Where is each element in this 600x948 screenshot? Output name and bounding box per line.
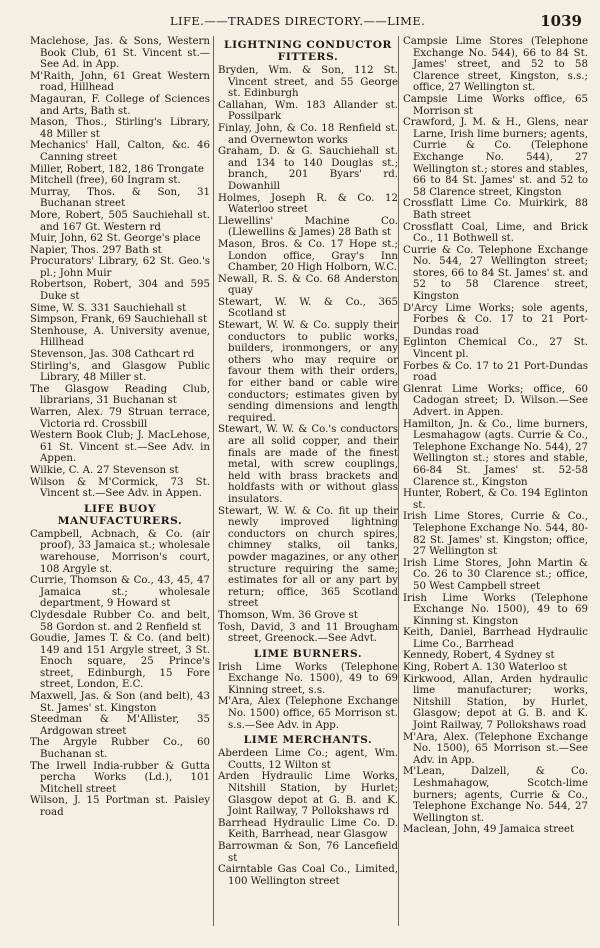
page-number: 1039 bbox=[540, 12, 582, 30]
directory-entry: M'Ara, Alex. (Telephone Exchange No. 1500), 65 Morrison st.—See Adv. in App. bbox=[403, 731, 588, 766]
directory-entry: The Argyle Rubber Co., 60 Buchanan st. bbox=[30, 737, 210, 761]
directory-entry: Mason, Bros. & Co. 17 Hope st.; London office, Gray's Inn Chamber, 20 High Holborn, W.C. bbox=[218, 238, 398, 274]
directory-entry: Stewart, W. W. & Co. supply their conductors to public works, builders, ironmongers, or any others who may require or favour them with their orders, for either band or cable wire conductors; estimates given by sending dimensions and length required. bbox=[218, 320, 398, 424]
directory-entry: Hunter, Robert, & Co. 194 Eglinton st. bbox=[403, 488, 588, 511]
directory-entry: Wilson & M'Cormick, 73 St. Vincent st.—See Adv. in Appen. bbox=[30, 476, 210, 500]
directory-entry: Mechanics' Hall, Calton, &c. 46 Canning street bbox=[30, 140, 210, 163]
directory-entry: Campsie Lime Works office, 65 Morrison st bbox=[403, 93, 588, 117]
directory-entry: The Irwell India-rubber & Gutta percha Works (Ld.), 101 Mitchell street bbox=[30, 760, 210, 795]
column-3 bbox=[403, 36, 588, 836]
directory-entry: Campbell, Acbnach, & Co. (air proof), 33 Jamaica st.; wholesale warehouse, Morrison's court, 108 Argyle st. bbox=[30, 528, 210, 575]
directory-entry: Arden Hydraulic Lime Works, Nitshill Station, by Hurlet; Glasgow depot at G. B. and K. Joint Railway, 7 Pollokshaws rd bbox=[218, 771, 398, 818]
directory-entry: Western Book Club; J. MacLehose, 61 St. Vincent st.—See Adv. in Appen. bbox=[30, 430, 210, 465]
directory-entry: D'Arcy Lime Works; sole agents, Forbes & Co. 17 to 21 Port-Dundas road bbox=[403, 302, 588, 337]
section-heading: LIFE BUOY MANUFACTURERS. bbox=[57, 502, 183, 527]
section-heading: LIGHTNING CONDUCTOR FITTERS. bbox=[224, 39, 392, 63]
directory-entry: Graham, D. & G. Sauchiehall st. and 134 to 140 Douglas st.; branch, 201 Byars' rd. Dowanhill bbox=[218, 146, 398, 192]
directory-entry: Tosh, David, 3 and 11 Brougham street, Greenock.—See Advt. bbox=[218, 621, 398, 645]
directory-entry: Sime, W. S. 331 Sauchiehall st bbox=[30, 302, 187, 314]
directory-entry: Irish Lime Stores, Currie & Co., Telephone Exchange No. 544, 80-82 St. James' st. Kingston; office, 27 Wellington st bbox=[403, 511, 588, 558]
directory-entry: Holmes, Joseph R. & Co. 12 Waterloo street bbox=[218, 192, 398, 216]
directory-entry: Robertson, Robert, 304 and 595 Duke st bbox=[30, 279, 210, 303]
directory-entry: Crossflatt Coal, Lime, and Brick Co., 11 Bothwell st. bbox=[403, 221, 588, 245]
directory-entry: Kennedy, Robert, 4 Sydney st bbox=[403, 650, 555, 662]
directory-entry: Newall, R. S. & Co. 68 Anderston quay bbox=[218, 273, 398, 297]
directory-entry: The Glasgow Reading Club, librarians, 31 Buchanan st bbox=[30, 383, 210, 407]
directory-entry: Barrowman & Son, 76 Lancefield st bbox=[218, 841, 398, 864]
directory-entry: Currie & Co. Telephone Exchange No. 544, 27 Wellington street; stores, 66 to 84 St. James' st. and 52 to 58 Clarence street, Kingston bbox=[403, 244, 588, 303]
directory-entry: Mitchell (free), 60 Ingram st. bbox=[30, 175, 181, 187]
directory-entry: M'Raith, John, 61 Great Western road, Hillhead bbox=[30, 70, 210, 94]
directory-entry: Miller, Robert, 182, 186 Trongate bbox=[30, 163, 204, 175]
directory-entry: Llewellins' Machine Co. (Llewellins & James) 28 Bath st bbox=[218, 215, 398, 239]
directory-entry: Stewart, W. W. & Co.'s conductors are all solid copper, and their finals are made of the finest metal, with screw couplings, held with brass brackets and holdfasts with or without glass insulators. bbox=[218, 424, 398, 505]
directory-entry: Mason, Thos., Stirling's Library, 48 Miller st bbox=[30, 117, 210, 140]
directory-entry: Bryden, Wm. & Son, 112 St. Vincent street, and 55 George st. Edinburgh bbox=[218, 65, 398, 100]
directory-entry: Steedman & M'Allister, 35 Ardgowan street bbox=[30, 714, 210, 737]
directory-entry: Irish Lime Stores, John Martin & Co. 26 to 30 Clarence st.; office, 50 West Campbell street bbox=[403, 557, 588, 592]
directory-entry: Stewart, W. W. & Co. fit up their newly improved lightning conductors on church spires, chimney stalks, oil tanks, powder magazines, or any other structure requiring the same; estimates for all or any part by return; office, 365 Scotland street bbox=[218, 505, 398, 610]
directory-entry: Wilkie, C. A. 27 Stevenson st bbox=[30, 464, 179, 476]
directory-entry: Maxwell, Jas. & Son (and belt), 43 St. James' st. Kingston bbox=[30, 691, 210, 714]
directory-entry: Magauran, F. College of Sciences and Arts, Bath st. bbox=[30, 93, 210, 117]
directory-entry: Finlay, John, & Co. 18 Renfield st. and Overnewton works bbox=[218, 122, 398, 146]
running-head bbox=[0, 14, 600, 34]
directory-entry: King, Robert A. 130 Waterloo st bbox=[403, 662, 568, 674]
directory-entry: Thomson, Wm. 36 Grove st bbox=[218, 609, 358, 621]
column-divider bbox=[398, 36, 399, 926]
directory-entry: Clydesdale Rubber Co. and belt, 58 Gordon st. and 2 Renfield st bbox=[30, 609, 210, 633]
directory-entry: Stewart, W. W. & Co., 365 Scotland st bbox=[218, 296, 398, 320]
running-head-title: LIFE.——TRADES DIRECTORY.——LIME. bbox=[170, 14, 426, 28]
directory-entry: Goudie, James T. & Co. (and belt) 149 and 151 Argyle street, 3 St. Enoch square, 25 Prince's street, Edinburgh, 15 Fore street, London, E.C. bbox=[30, 633, 210, 691]
directory-entry: Maclehose, Jas. & Sons, Western Book Club, 61 St. Vincent st.—See Ad. in App. bbox=[30, 36, 210, 71]
directory-entry: Forbes & Co. 17 to 21 Port-Dundas road bbox=[403, 360, 588, 384]
directory-entry: Callahan, Wm. 183 Allander st. Possilpark bbox=[218, 99, 398, 123]
directory-entry: Irish Lime Works (Telephone Exchange No. 1500), 49 to 69 Kinning street, s.s. bbox=[218, 661, 398, 696]
directory-entry: Procurators' Library, 62 St. Geo.'s pl.; John Muir bbox=[30, 256, 210, 279]
directory-entry: Keith, Daniel, Barrhead Hydraulic Lime Co., Barrhead bbox=[403, 627, 588, 650]
directory-entry: Stirling's, and Glasgow Public Library, 48 Miller st. bbox=[30, 360, 210, 384]
directory-entry: Napier, Thos. 297 Bath st bbox=[30, 244, 162, 256]
column-divider bbox=[213, 36, 214, 926]
directory-entry: Muir, John, 62 St. George's place bbox=[30, 233, 201, 245]
directory-entry: Eglinton Chemical Co., 27 St. Vincent pl. bbox=[403, 337, 588, 361]
directory-entry: Cairntable Gas Coal Co., Limited, 100 Wellington street bbox=[218, 864, 398, 887]
directory-entry: Currie, Thomson & Co., 43, 45, 47 Jamaica st.; wholesale department, 9 Howard st bbox=[30, 575, 210, 610]
directory-entry: Crossflatt Lime Co. Muirkirk, 88 Bath street bbox=[403, 198, 588, 221]
directory-entry: More, Robert, 505 Sauchiehall st. and 167 Gt. Western rd bbox=[30, 209, 210, 233]
directory-entry: M'Lean, Dalzell, & Co. Leshmahagow, Scotch-lime burners; agents, Currie & Co., Telephone Exchange No. 544, 27 Wellington st. bbox=[403, 766, 588, 824]
directory-entry: M'Ara, Alex (Telephone Exchange No. 1500) office, 65 Morrison st. s.s.—See Adv. in App. bbox=[218, 696, 398, 731]
directory-entry: Warren, Alex. 79 Struan terrace, Victoria rd. Crossbill bbox=[30, 407, 210, 430]
directory-entry: Glenrat Lime Works; office, 60 Cadogan street; D. Wilson.—See Advert. in Appen. bbox=[403, 383, 588, 418]
section-heading: LIME BURNERS. bbox=[253, 647, 363, 660]
directory-entry: Stenhouse, A. University avenue, Hillhead bbox=[30, 325, 210, 349]
section-heading: LIME MERCHANTS. bbox=[243, 734, 373, 747]
directory-entry: Simpson, Frank, 69 Sauchiehall st bbox=[30, 314, 208, 326]
directory-entry: Maclean, John, 49 Jamaica street bbox=[403, 824, 575, 836]
directory-entry: Wilson, J. 15 Portman st. Paisley road bbox=[30, 795, 210, 818]
directory-entry: Murray, Thos. & Son, 31 Buchanan street bbox=[30, 186, 210, 210]
directory-entry: Barrhead Hydraulic Lime Co. D. Keith, Barrhead, near Glasgow bbox=[218, 817, 398, 841]
directory-entry: Hamilton, Jn. & Co., lime burners, Lesmahagow (agts. Currie & Co., Telephone Exchange No. 544), 27 Wellington st.; stores and stable, 66-84 St. James' st. 52-58 Clarence st., Kingston bbox=[403, 418, 588, 488]
directory-entry: Campsie Lime Stores (Telephone Exchange No. 544), 66 to 84 St. James' street, and 52 to 58 Clarence street, Kingston, s.s.; office, 27 Wellington st. bbox=[403, 36, 588, 94]
directory-entry: Irish Lime Works (Telephone Exchange No. 1500), 49 to 69 Kinning st. Kingston bbox=[403, 592, 588, 627]
directory-entry: Aberdeen Lime Co.; agent, Wm. Coutts, 12 Wilton st bbox=[218, 748, 398, 771]
directory-entry: Kirkwood, Allan, Arden hydraulic lime manufacturer; works, Nitshill Station, by Hurlet, Glasgow; depot at G. B. and K. Joint Railway, 7 Pollokshaws road bbox=[403, 673, 588, 732]
column-2 bbox=[218, 36, 398, 887]
directory-entry: Stevenson, Jas. 308 Cathcart rd bbox=[30, 349, 195, 361]
directory-entry: Crawford, J. M. & H., Glens, near Larne, Irish lime burners; agents, Currie & Co. (Telephone Exchange No. 544), 27 Wellington st.; stores and stables, 66 to 84 St. James' st. and 52 to 58 Clarence street, Kingston bbox=[403, 117, 588, 198]
column-1 bbox=[30, 36, 210, 819]
